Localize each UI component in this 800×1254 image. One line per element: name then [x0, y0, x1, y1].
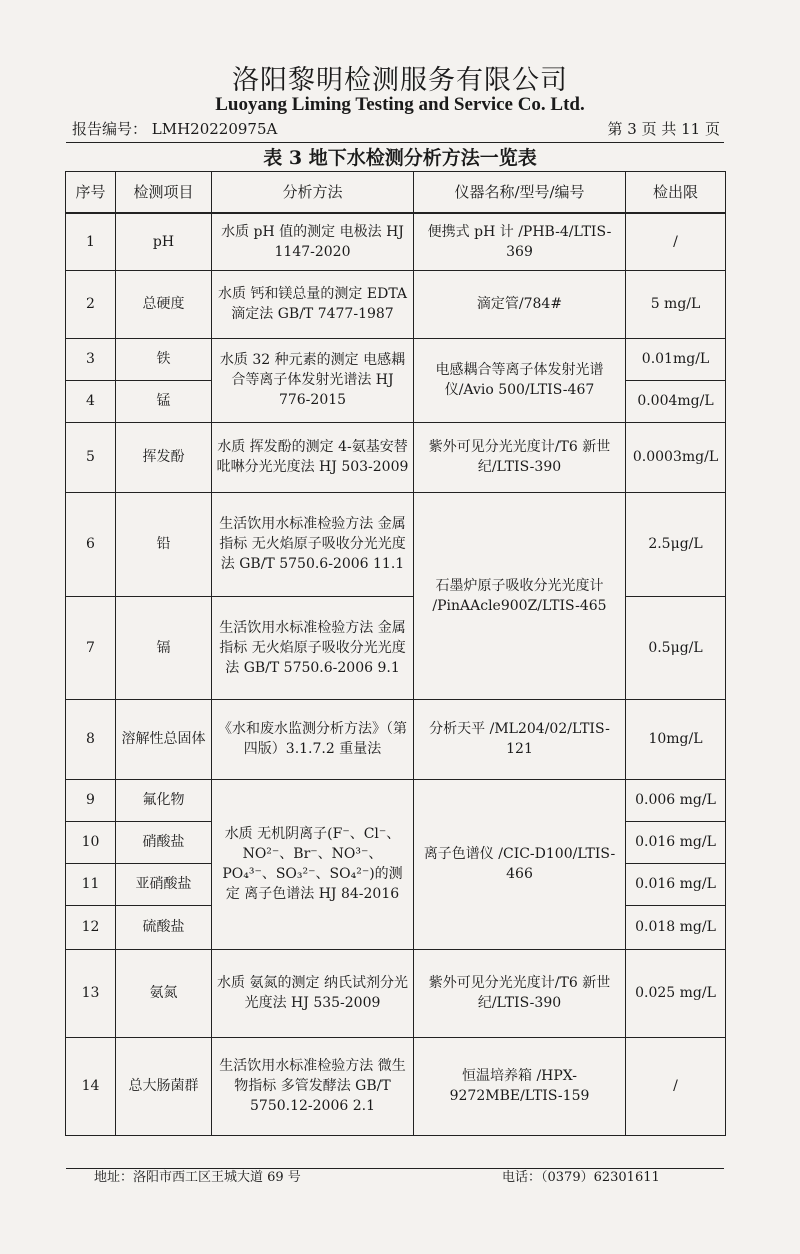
row-no: 4 — [66, 380, 116, 422]
row-limit: / — [626, 1037, 726, 1135]
table-row — [66, 1037, 726, 1135]
row-no: 9 — [66, 779, 116, 821]
col-header-item: 检测项目 — [116, 172, 212, 214]
footer-address: 地址：洛阳市西工区王城大道 69 号 — [94, 1170, 301, 1185]
company-name-en: Luoyang Liming Testing and Service Co. Ltd. — [215, 94, 585, 115]
table-row — [66, 492, 726, 596]
row-instrument: 电感耦合等离子体发射光谱仪/Avio 500/LTIS-467 — [414, 338, 626, 422]
row-no: 10 — [66, 821, 116, 863]
row-item: 镉 — [116, 596, 212, 699]
col-header-instrument: 仪器名称/型号/编号 — [414, 172, 626, 214]
table-row — [66, 338, 726, 380]
page-indicator: 第 3 页 共 11 页 — [607, 120, 720, 138]
table-row — [66, 213, 726, 270]
row-method: 水质 氨氮的测定 纳氏试剂分光光度法 HJ 535-2009 — [212, 949, 414, 1037]
row-method: 水质 32 种元素的测定 电感耦合等离子体发射光谱法 HJ 776-2015 — [212, 338, 414, 422]
row-item: 亚硝酸盐 — [116, 863, 212, 905]
row-item: 挥发酚 — [116, 422, 212, 492]
row-limit: 0.018 mg/L — [626, 905, 726, 949]
row-limit: 0.016 mg/L — [626, 863, 726, 905]
row-item: 锰 — [116, 380, 212, 422]
row-no: 3 — [66, 338, 116, 380]
row-no: 11 — [66, 863, 116, 905]
footer-phone: 电话：（0379）62301611 — [502, 1170, 660, 1185]
row-limit: 2.5μg/L — [626, 492, 726, 596]
row-no: 13 — [66, 949, 116, 1037]
row-instrument: 石墨炉原子吸收分光光度计 /PinAAcle900Z/LTIS-465 — [414, 492, 626, 699]
row-item: 硝酸盐 — [116, 821, 212, 863]
row-limit: 0.0003mg/L — [626, 422, 726, 492]
methods-table — [65, 171, 726, 1136]
row-instrument: 滴定管/784# — [414, 270, 626, 338]
row-method: 生活饮用水标准检验方法 金属指标 无火焰原子吸收分光光度法 GB/T 5750.6-2006 9.1 — [212, 596, 414, 699]
row-instrument: 紫外可见分光光度计/T6 新世纪/LTIS-390 — [414, 949, 626, 1037]
report-number: 报告编号： LMH20220975A — [72, 120, 278, 138]
row-limit: / — [626, 213, 726, 270]
row-method: 水质 pH 值的测定 电极法 HJ 1147-2020 — [212, 213, 414, 270]
row-no: 6 — [66, 492, 116, 596]
row-method: 水质 挥发酚的测定 4-氨基安替吡啉分光光度法 HJ 503-2009 — [212, 422, 414, 492]
row-no: 7 — [66, 596, 116, 699]
row-method: 水质 钙和镁总量的测定 EDTA 滴定法 GB/T 7477-1987 — [212, 270, 414, 338]
row-no: 2 — [66, 270, 116, 338]
row-item: 硫酸盐 — [116, 905, 212, 949]
row-no: 12 — [66, 905, 116, 949]
row-item: 总硬度 — [116, 270, 212, 338]
col-header-method: 分析方法 — [212, 172, 414, 214]
row-limit: 0.016 mg/L — [626, 821, 726, 863]
row-instrument: 紫外可见分光光度计/T6 新世纪/LTIS-390 — [414, 422, 626, 492]
row-limit: 0.006 mg/L — [626, 779, 726, 821]
row-no: 14 — [66, 1037, 116, 1135]
table-row — [66, 596, 726, 699]
row-item: 氨氮 — [116, 949, 212, 1037]
row-limit: 0.004mg/L — [626, 380, 726, 422]
row-method: 生活饮用水标准检验方法 金属指标 无火焰原子吸收分光光度法 GB/T 5750.6-2006 11.1 — [212, 492, 414, 596]
table-row — [66, 949, 726, 1037]
col-header-no: 序号 — [66, 172, 116, 214]
company-name-cn: 洛阳黎明检测服务有限公司 — [232, 65, 568, 96]
row-instrument: 便携式 pH 计 /PHB-4/LTIS-369 — [414, 213, 626, 270]
table-row — [66, 779, 726, 821]
row-item: 总大肠菌群 — [116, 1037, 212, 1135]
table-header-row — [66, 172, 726, 214]
col-header-limit: 检出限 — [626, 172, 726, 214]
row-instrument: 分析天平 /ML204/02/LTIS-121 — [414, 699, 626, 779]
row-method: 生活饮用水标准检验方法 微生物指标 多管发酵法 GB/T 5750.12-2006 2.1 — [212, 1037, 414, 1135]
row-item: 铅 — [116, 492, 212, 596]
row-instrument: 离子色谱仪 /CIC-D100/LTIS-466 — [414, 779, 626, 949]
row-limit: 5 mg/L — [626, 270, 726, 338]
row-limit: 0.01mg/L — [626, 338, 726, 380]
row-no: 1 — [66, 213, 116, 270]
row-item: 氟化物 — [116, 779, 212, 821]
row-limit: 10mg/L — [626, 699, 726, 779]
row-item: 溶解性总固体 — [116, 699, 212, 779]
row-method: 《水和废水监测分析方法》（第四版）3.1.7.2 重量法 — [212, 699, 414, 779]
row-no: 5 — [66, 422, 116, 492]
row-no: 8 — [66, 699, 116, 779]
row-method: 水质 无机阴离子(F⁻、Cl⁻、NO²⁻、Br⁻、NO³⁻、PO₄³⁻、SO₃²⁻、SO₄²⁻)的测定 离子色谱法 HJ 84-2016 — [212, 779, 414, 949]
table-row — [66, 699, 726, 779]
table-title: 表 3 地下水检测分析方法一览表 — [263, 147, 537, 169]
row-item: 铁 — [116, 338, 212, 380]
row-instrument: 恒温培养箱 /HPX-9272MBE/LTIS-159 — [414, 1037, 626, 1135]
row-limit: 0.5μg/L — [626, 596, 726, 699]
table-row — [66, 422, 726, 492]
row-item: pH — [116, 213, 212, 270]
table-row — [66, 270, 726, 338]
row-limit: 0.025 mg/L — [626, 949, 726, 1037]
